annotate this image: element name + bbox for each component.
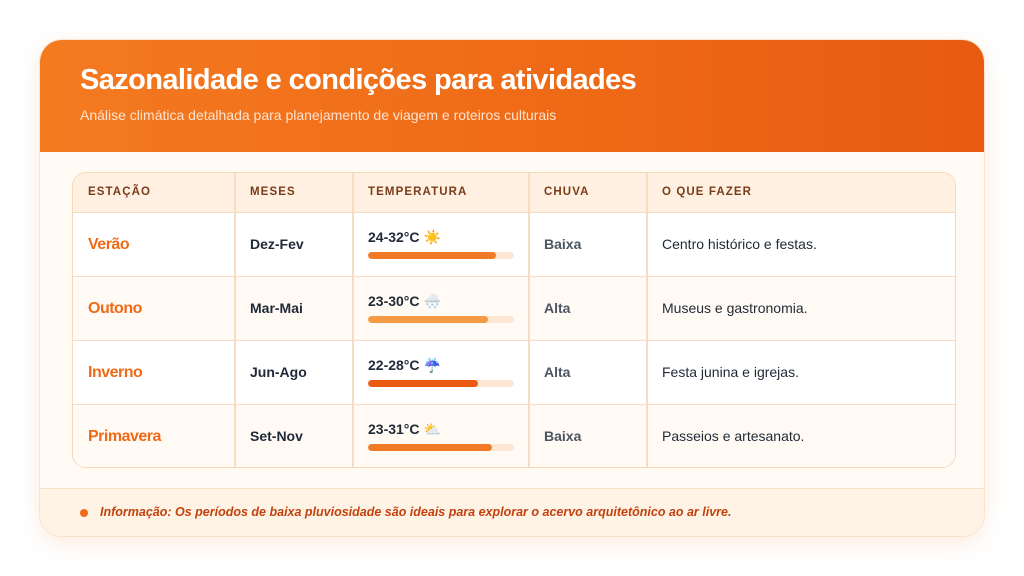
temperature-bar <box>368 444 514 451</box>
rain-level: Baixa <box>544 236 582 252</box>
column-header-temperature: TEMPERATURA <box>368 186 468 198</box>
column-header-months: MESES <box>250 186 296 198</box>
umbrella-rain-icon: ☔ <box>423 357 441 373</box>
table-row <box>73 277 955 341</box>
sun-icon: ☀️ <box>423 229 441 245</box>
temperature-range <box>368 421 441 438</box>
climate-card <box>40 40 984 536</box>
temperature-value: 23-30°C <box>368 293 420 309</box>
column-header-rain: CHUVA <box>544 186 590 198</box>
temperature-range <box>368 229 441 246</box>
activity-suggestion: Museus e gastronomia. <box>662 300 808 316</box>
column-divider <box>528 173 530 467</box>
info-note: Informação: Os períodos de baixa pluviosidade são ideais para explorar o acervo arquitetônico ao ar livre. <box>100 505 732 519</box>
table-row <box>73 405 955 468</box>
temperature-bar <box>368 252 514 259</box>
table-row <box>73 213 955 277</box>
season-name: Primavera <box>88 428 161 445</box>
temperature-bar <box>368 316 514 323</box>
column-divider <box>234 173 236 467</box>
season-name: Inverno <box>88 364 143 381</box>
column-header-activities: O QUE FAZER <box>662 186 753 198</box>
header-banner <box>40 40 984 152</box>
temperature-bar-fill <box>368 444 492 451</box>
season-months: Set-Nov <box>250 428 303 444</box>
info-bullet-icon <box>80 509 88 517</box>
temperature-range <box>368 357 441 374</box>
season-name: Outono <box>88 300 142 317</box>
page-subtitle: Análise climática detalhada para planejamento de viagem e roteiros culturais <box>80 107 557 123</box>
season-name: Verão <box>88 236 130 253</box>
column-divider <box>646 173 648 467</box>
temperature-bar <box>368 380 514 387</box>
table-row <box>73 341 955 405</box>
snow-cloud-icon: 🌨️ <box>423 293 441 309</box>
temperature-value: 24-32°C <box>368 229 420 245</box>
rain-level: Alta <box>544 364 571 380</box>
temperature-bar-fill <box>368 316 488 323</box>
season-months: Mar-Mai <box>250 300 303 316</box>
temperature-bar-fill <box>368 380 478 387</box>
season-months: Dez-Fev <box>250 236 304 252</box>
season-months: Jun-Ago <box>250 364 307 380</box>
activity-suggestion: Passeios e artesanato. <box>662 428 805 444</box>
temperature-value: 23-31°C <box>368 421 420 437</box>
temperature-range <box>368 293 441 310</box>
table-header <box>73 173 955 213</box>
page-title: Sazonalidade e condições para atividades <box>80 64 637 96</box>
column-divider <box>352 173 354 467</box>
column-header-season: ESTAÇÃO <box>88 186 152 198</box>
info-footer <box>40 488 984 536</box>
temperature-value: 22-28°C <box>368 357 420 373</box>
seasonality-table <box>72 172 956 468</box>
activity-suggestion: Centro histórico e festas. <box>662 236 817 252</box>
rain-level: Alta <box>544 300 571 316</box>
rain-level: Baixa <box>544 428 582 444</box>
temperature-bar-fill <box>368 252 496 259</box>
activity-suggestion: Festa junina e igrejas. <box>662 364 799 380</box>
sun-cloud-icon: ⛅ <box>423 421 441 437</box>
